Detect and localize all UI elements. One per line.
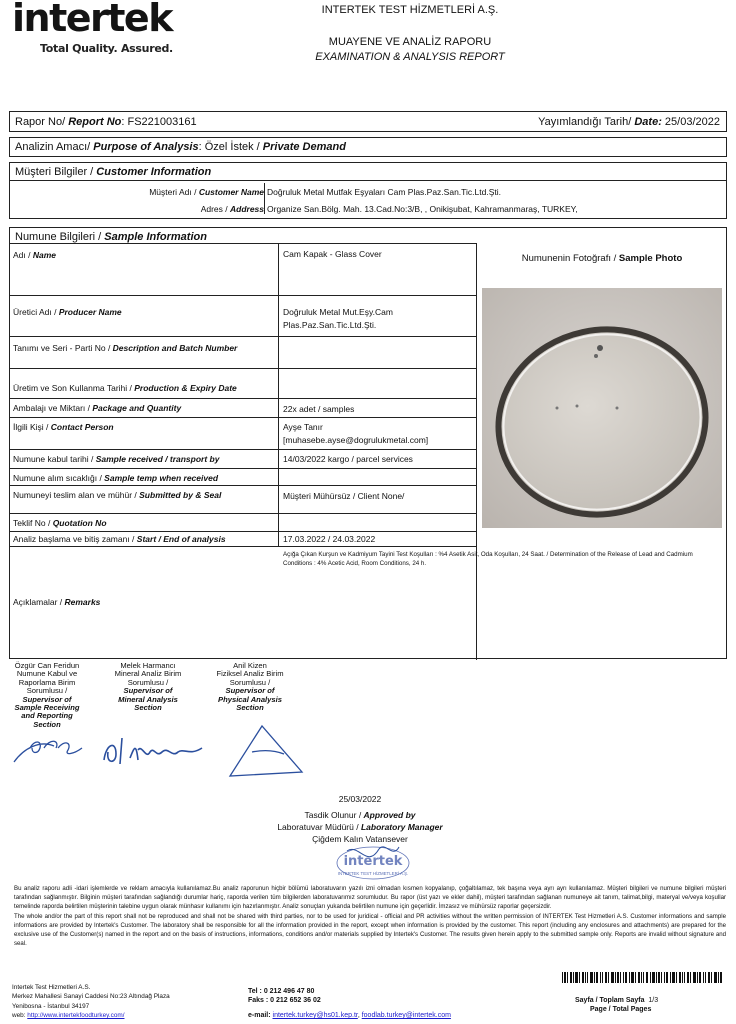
- customer-name-label: [149, 187, 264, 197]
- purpose-label-tr: Analizin Amacı/: [15, 141, 94, 153]
- row-divider: [10, 546, 476, 547]
- label-en: Production & Expiry Date: [134, 383, 237, 393]
- report-title-tr: MUAYENE VE ANALİZ RAPORU: [328, 36, 492, 48]
- contact-person-value: Ayşe Tanır: [283, 422, 323, 432]
- contact-person-label: [13, 422, 114, 432]
- signatory-role-tr: Numune Kabul ve: [16, 669, 78, 679]
- sample-title-divider: [10, 243, 476, 244]
- barcode: [562, 972, 722, 983]
- package-quantity-label: [13, 403, 181, 413]
- photo-label-tr: Numunenin Fotoğrafı /: [521, 253, 619, 264]
- purpose-label-en: Purpose of Analysis: [93, 141, 199, 153]
- photo-column-divider: [476, 243, 477, 660]
- signatory-role-en: Physical Analysis: [218, 694, 282, 704]
- footer-fax: Faks : 0 212 652 36 02: [248, 997, 321, 1005]
- lab-manager-en: Laboratory Manager: [360, 822, 443, 832]
- customer-name-row: [10, 186, 726, 200]
- signatory-role-en: Supervisor of: [123, 686, 173, 696]
- customer-address-row: [10, 203, 726, 217]
- label-en: Description and Batch Number: [112, 343, 238, 353]
- analysis-period-label: [13, 534, 226, 544]
- email-label: e-mail:: [248, 1012, 273, 1019]
- customer-address-label-en: Address: [229, 204, 264, 214]
- signatory-role-tr: Sorumlusu /: [229, 677, 271, 687]
- footer-web: [12, 1011, 170, 1020]
- row-divider: [10, 336, 476, 337]
- approved-by: [230, 810, 490, 820]
- footer-company: Intertek Test Hizmetleri A.S.: [12, 984, 91, 991]
- quotation-no-label: [13, 518, 107, 528]
- purpose-value-tr: : Özel İstek /: [198, 141, 263, 153]
- signatory-name: Özgür Can Feridun: [14, 661, 80, 670]
- signatory-role-en: Supervisor of: [22, 694, 72, 704]
- description-batch-label: [13, 343, 237, 353]
- page-count: [575, 996, 658, 1005]
- analysis-period-value: 17.03.2022 / 24.03.2022: [283, 534, 376, 544]
- footer-phone: [248, 987, 321, 1006]
- report-no-label-en: Report No: [68, 115, 122, 128]
- submitted-by-value: Müşteri Mühürsüz / Client None/: [283, 491, 405, 501]
- signatory-role-en: Sample Receiving: [14, 703, 80, 713]
- sample-title-tr: Numune Bilgileri /: [15, 231, 105, 243]
- label-en: Start / End of analysis: [136, 534, 226, 544]
- signatory-3: [202, 662, 298, 712]
- disclaimer-en: The whole and/or the part of this report shall not be reproduced and shall not be shared with third parties, nor to be used for juridical - official and PR activities without the written permission of INTERTEK Test Hizmetleri A.S. Customer informations and sample informations are provided by Intertek's Customer. The laboratory shall be responsible for all the information provided in the report, except when information is provided by the customer. This report (including any enclosures and attachments) are prepared for the exclusive use of the Customer(s) named in the report and on the basis of instructions, informations, conditions and/or materials supplied by Intertek's Customer. The results given herein apply to the submitted sample only. Reports are invalid without signature and seal.: [14, 912, 726, 948]
- submitted-by-label: [13, 490, 221, 500]
- signatory-role-tr: Mineral Analiz Birim: [114, 669, 182, 679]
- signatory-2: [100, 662, 196, 712]
- remarks-label: [13, 597, 100, 607]
- customer-name-value: Doğruluk Metal Mutfak Eşyaları Cam Plas.Paz.San.Tic.Ltd.Şti.: [267, 187, 501, 197]
- approved-by-tr: Tasdik Olunur /: [304, 810, 364, 820]
- signatory-role-en: Section: [33, 719, 61, 729]
- label-en: Contact Person: [50, 422, 114, 432]
- label-en: Quotation No: [52, 518, 107, 528]
- report-no-value: : FS221003161: [121, 115, 197, 128]
- logo-wordmark: intertek: [12, 0, 172, 40]
- footer-address-line2: Yenibosna - İstanbul 34197: [12, 1002, 90, 1010]
- customer-name-label-tr: Müşteri Adı /: [149, 187, 199, 197]
- signatory-role-tr: Sorumlusu /: [26, 686, 68, 696]
- approved-by-en: Approved by: [363, 810, 416, 820]
- customer-info-box: [9, 180, 727, 219]
- customer-title-bar: [9, 162, 727, 181]
- row-divider: [10, 295, 476, 296]
- signature-1: [10, 718, 90, 778]
- report-date-label-en: Date:: [634, 115, 662, 128]
- label-tr: Adı /: [13, 250, 33, 260]
- purpose-value-en: Private Demand: [262, 141, 346, 153]
- label-tr: İlgili Kişi /: [13, 422, 51, 432]
- report-info-bar: [9, 111, 727, 132]
- customer-section-title: [15, 166, 211, 178]
- sample-received-label: [13, 454, 219, 464]
- lab-manager: [230, 822, 490, 832]
- signature-3: [222, 722, 308, 788]
- label-tr: Üretim ve Son Kullanma Tarihi /: [13, 383, 135, 393]
- sample-section-title: [15, 231, 207, 243]
- label-en: Remarks: [64, 597, 101, 607]
- signatory-role-tr: Sorumlusu /: [127, 677, 169, 687]
- signatory-role-en: Section: [134, 703, 162, 713]
- label-en: Package and Quantity: [92, 403, 182, 413]
- customer-address-value: Organize San.Bölg. Mah. 13.Cad.No:3/B, , Onikişubat, Kahramanmaraş, TURKEY,: [267, 204, 578, 214]
- signatory-name: Anil Kizen: [233, 661, 267, 670]
- sample-column-divider: [278, 243, 279, 546]
- signatory-role-en: Mineral Analysis: [118, 694, 178, 704]
- customer-address-label: [201, 204, 264, 214]
- footer-address-line1: Merkez Mahallesi Sanayi Caddesi No:23 Altındağ Plaza: [12, 993, 170, 1001]
- page-label-tr: Sayfa / Toplam Sayfa: [575, 997, 645, 1004]
- footer-email: [248, 1011, 451, 1020]
- logo-tagline: Total Quality. Assured.: [40, 42, 173, 55]
- production-expiry-label: [13, 383, 237, 393]
- purpose-of-analysis: [15, 141, 346, 153]
- signatory-role-tr: Fiziksel Analiz Birim: [216, 669, 284, 679]
- email-link-2[interactable]: foodlab.turkey@intertek.com: [361, 1012, 451, 1019]
- label-tr: Numuneyi teslim alan ve mühür /: [13, 490, 140, 500]
- row-divider: [10, 368, 476, 369]
- page-value: 1/3: [648, 997, 659, 1004]
- row-divider: [10, 513, 476, 514]
- producer-name-label: [13, 307, 122, 317]
- row-divider: [10, 449, 476, 450]
- label-en: Name: [32, 250, 56, 260]
- photo-label-en: Sample Photo: [618, 253, 683, 264]
- stamp-text: INTERTEK TEST HİZMETLERİ A.Ş.: [337, 871, 409, 876]
- page-label-en: Page / Total Pages: [590, 1006, 652, 1013]
- customer-address-label-tr: Adres /: [200, 204, 230, 214]
- email-link-1[interactable]: intertek.turkey@hs01.kep.tr: [272, 1012, 358, 1019]
- approval-date: 25/03/2022: [338, 794, 382, 804]
- row-divider: [10, 468, 476, 469]
- report-date-value: 25/03/2022: [661, 115, 720, 128]
- row-divider: [10, 398, 476, 399]
- producer-name-value: Doğruluk Metal Mut.Eşy.Cam: [283, 307, 393, 317]
- label-tr: Numune kabul tarihi /: [13, 454, 96, 464]
- glass-cover-photo: [482, 288, 722, 528]
- producer-name-value-line2: Plas.Paz.San.Tic.Ltd.Şti.: [283, 320, 377, 330]
- website-link[interactable]: http://www.intertekfoodturkey.com/: [27, 1012, 125, 1020]
- footer-tel: Tel : 0 212 496 47 80: [248, 988, 315, 995]
- disclaimer-tr: Bu analiz raporu adli -idari işlemlerde ve reklam amacıyla kullanılamaz.Bu analiz raporunun hiçbir bölümü laboratuvarın yazılı izni olmadan kısmen kopyalanıp, çoğaltılamaz, tek başına veya ayrı ayrı kullanılamaz. Müşteri bilgileri ve numune bilgileri müşteri tarafından sağlanmıştır. Bilginin müşteri tarafından sağlandığı durumlar hariç, raporda verilen tüm bilgilerden laboratuvarımız sorumludur. Bu rapor (üst yazı ve ekler dahil), müşteri tarafından sağlanan numuneye ait tanım, talimat,bilgi, materyal ve/veya koşullar temelinde raporda belirtilen müşterinin talebine uygun olarak münhasır kullanımı için hazırlanmıştır. Analiz sonuçları yukarıda belirtilen numune için geçerlidir. İmzasız ve mühürsüz raporlar geçersizdir.: [14, 885, 726, 911]
- signatory-role-en: Section: [236, 703, 264, 713]
- label-en: Sample received / transport by: [95, 454, 220, 464]
- signatory-role-tr: Raporlama Birim: [18, 677, 76, 687]
- contact-person-email: [muhasebe.ayse@dogrulukmetal.com]: [283, 435, 429, 445]
- label-tr: Açıklamalar /: [13, 597, 65, 607]
- label-tr: Tanımı ve Seri - Parti No /: [13, 343, 113, 353]
- sample-info-box: [9, 227, 727, 659]
- intertek-logo: [12, 2, 212, 58]
- signatory-role-en: Supervisor of: [225, 686, 275, 696]
- label-en: Sample temp when received: [104, 473, 219, 483]
- customer-title-en: Customer Information: [96, 165, 212, 178]
- purpose-bar: [9, 137, 727, 157]
- company-name: INTERTEK TEST HİZMETLERİ A.Ş.: [321, 4, 499, 16]
- signatory-role-en: and Reporting: [21, 711, 73, 721]
- row-divider: [10, 485, 476, 486]
- remarks-value: Açığa Çıkan Kurşun ve Kadmiyum Tayini Test Koşulları : %4 Asetik Asit, Oda Koşulları, 24 Saat. / Determination of the Release of Lead and Cadmium Conditions : 4% Acetic Acid, Room Conditions, 24 h.: [283, 551, 693, 567]
- footer-address: [12, 983, 170, 1021]
- sample-name-label: [13, 250, 56, 260]
- customer-name-label-en: Customer Name: [198, 187, 264, 197]
- row-divider: [10, 417, 476, 418]
- package-quantity-value: 22x adet / samples: [283, 404, 355, 414]
- row-divider: [10, 531, 476, 532]
- label-tr: Analiz başlama ve bitiş zamanı /: [13, 534, 137, 544]
- sample-photo-title: [476, 253, 728, 264]
- lab-manager-tr: Laboratuvar Müdürü /: [277, 822, 361, 832]
- label-en: Submitted by & Seal: [139, 490, 222, 500]
- sample-temp-label: [13, 473, 218, 483]
- label-en: Producer Name: [58, 307, 122, 317]
- report-number: [15, 116, 197, 128]
- manager-name: Çiğdem Kalın Vatansever: [312, 834, 408, 844]
- report-no-label-tr: Rapor No/: [15, 115, 69, 128]
- svg-text:intertek: intertek: [343, 854, 403, 869]
- sample-title-en: Sample Information: [104, 231, 207, 243]
- report-title-en: EXAMINATION & ANALYSIS REPORT: [315, 51, 505, 63]
- label-tr: Ambalajı ve Miktarı /: [13, 403, 93, 413]
- label-tr: Üretici Adı /: [13, 307, 59, 317]
- company-stamp: [333, 839, 413, 883]
- report-date: [538, 116, 720, 128]
- sample-received-value: 14/03/2022 kargo / parcel services: [283, 454, 413, 464]
- legal-disclaimer: [14, 884, 726, 948]
- label-tr: Numune alım sıcaklığı /: [13, 473, 105, 483]
- customer-title-tr: Müşteri Bilgiler /: [15, 165, 97, 178]
- report-date-label-tr: Yayımlandığı Tarih/: [538, 115, 635, 128]
- signatory-name: Melek Harmancı: [120, 661, 176, 670]
- email-separator: ,: [357, 1012, 362, 1019]
- web-label: web:: [12, 1012, 28, 1020]
- sample-name-value: Cam Kapak - Glass Cover: [283, 249, 382, 259]
- label-tr: Teklif No /: [13, 518, 53, 528]
- signature-2: [98, 730, 208, 772]
